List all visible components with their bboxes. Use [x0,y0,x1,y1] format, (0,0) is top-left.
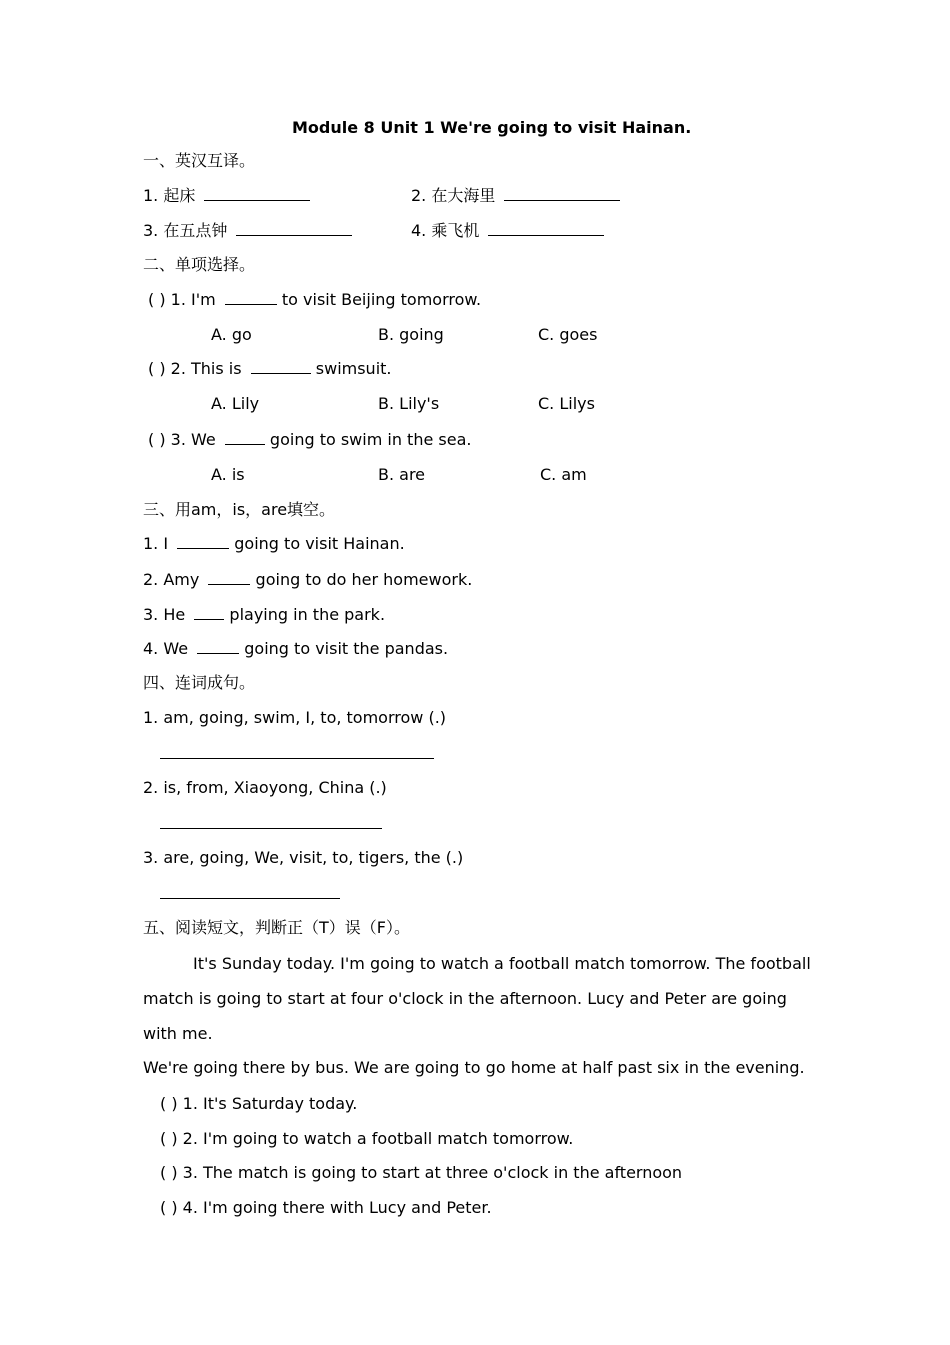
option-1b[interactable]: B. going [378,325,444,344]
tf-statement-4: ( ) 4. I'm going there with Lucy and Peter. [160,1198,492,1217]
option-1c[interactable]: C. goes [538,325,598,344]
translation-item-1 [143,186,310,206]
translation-item-1-text: 1. 起床 [143,186,196,205]
question-3-suffix: going to swim in the sea. [269,430,472,449]
tf-statement-3: ( ) 3. The match is going to start at three o'clock in the afternoon [160,1163,683,1182]
tf-statement-2: ( ) 2. I'm going to watch a football match tomorrow. [160,1129,574,1148]
option-3b[interactable]: B. are [378,465,426,484]
sentence-answer-line-3[interactable] [160,898,340,899]
sentence-answer-line-1[interactable] [160,758,434,759]
question-2-prefix: ( ) 2. This is [148,359,242,378]
fill-item-4 [143,639,448,659]
section-5-heading: 五、阅读短文，判断正（T）误（F）。 [143,918,410,937]
sentence-item-1: 1. am, going, swim, I, to, tomorrow (.) [143,708,447,727]
sentence-item-2: 2. is, from, Xiaoyong, China (.) [143,778,387,797]
translation-item-4-text: 4. 乘飞机 [411,221,480,240]
reading-passage-text: It's Sunday today. I'm going to watch a football match tomorrow. The football match is going to start at four o'clock in the afternoon. Lucy and Peter are going with me. [143,954,811,1043]
section-4-heading: 四、连词成句。 [143,673,256,692]
sentence-answer-line-2[interactable] [160,828,382,829]
option-3c[interactable]: C. am [540,465,587,484]
translation-item-2-text: 2. 在大海里 [411,186,496,205]
fill-item-4-suffix: going to visit the pandas. [244,639,449,658]
fill-item-1 [143,534,405,554]
translation-item-4 [411,221,604,241]
fill-item-3 [143,605,385,625]
fill-item-1-prefix: 1. I [143,534,169,553]
answer-blank[interactable] [194,605,224,620]
option-3a[interactable]: A. is [211,465,245,484]
choice-question-3 [148,430,471,450]
question-1-prefix: ( ) 1. I'm [148,290,216,309]
answer-blank[interactable] [225,290,277,305]
answer-blank[interactable] [504,186,620,201]
translation-item-3 [143,221,352,241]
sentence-item-3: 3. are, going, We, visit, to, tigers, the (.) [143,848,464,867]
section-1-heading: 一、英汉互译。 [143,151,256,170]
answer-blank[interactable] [251,359,311,374]
tf-statement-1: ( ) 1. It's Saturday today. [160,1094,358,1113]
choice-question-1 [148,290,481,310]
answer-blank[interactable] [208,570,250,585]
section-3-heading: 三、用am，is，are填空。 [143,500,336,519]
answer-blank[interactable] [236,221,352,236]
fill-item-3-prefix: 3. He [143,605,186,624]
worksheet-title: Module 8 Unit 1 We're going to visit Hainan. [292,118,692,137]
question-2-suffix: swimsuit. [315,359,392,378]
option-2a[interactable]: A. Lily [211,394,260,413]
fill-item-2-prefix: 2. Amy [143,570,200,589]
reading-passage [143,946,818,1051]
fill-item-2-suffix: going to do her homework. [255,570,473,589]
question-3-prefix: ( ) 3. We [148,430,216,449]
option-1a[interactable]: A. go [211,325,252,344]
option-2c[interactable]: C. Lilys [538,394,595,413]
answer-blank[interactable] [204,186,310,201]
fill-item-2 [143,570,472,590]
question-1-suffix: to visit Beijing tomorrow. [281,290,482,309]
answer-blank[interactable] [225,430,265,445]
reading-passage-2: We're going there by bus. We are going to go home at half past six in the evening. [143,1058,805,1077]
answer-blank[interactable] [197,639,239,654]
fill-item-4-prefix: 4. We [143,639,189,658]
choice-question-2 [148,359,392,379]
section-2-heading: 二、单项选择。 [143,255,256,274]
translation-item-2 [411,186,620,206]
translation-item-3-text: 3. 在五点钟 [143,221,228,240]
answer-blank[interactable] [177,534,229,549]
option-2b[interactable]: B. Lily's [378,394,440,413]
answer-blank[interactable] [488,221,604,236]
fill-item-1-suffix: going to visit Hainan. [234,534,405,553]
fill-item-3-suffix: playing in the park. [229,605,386,624]
